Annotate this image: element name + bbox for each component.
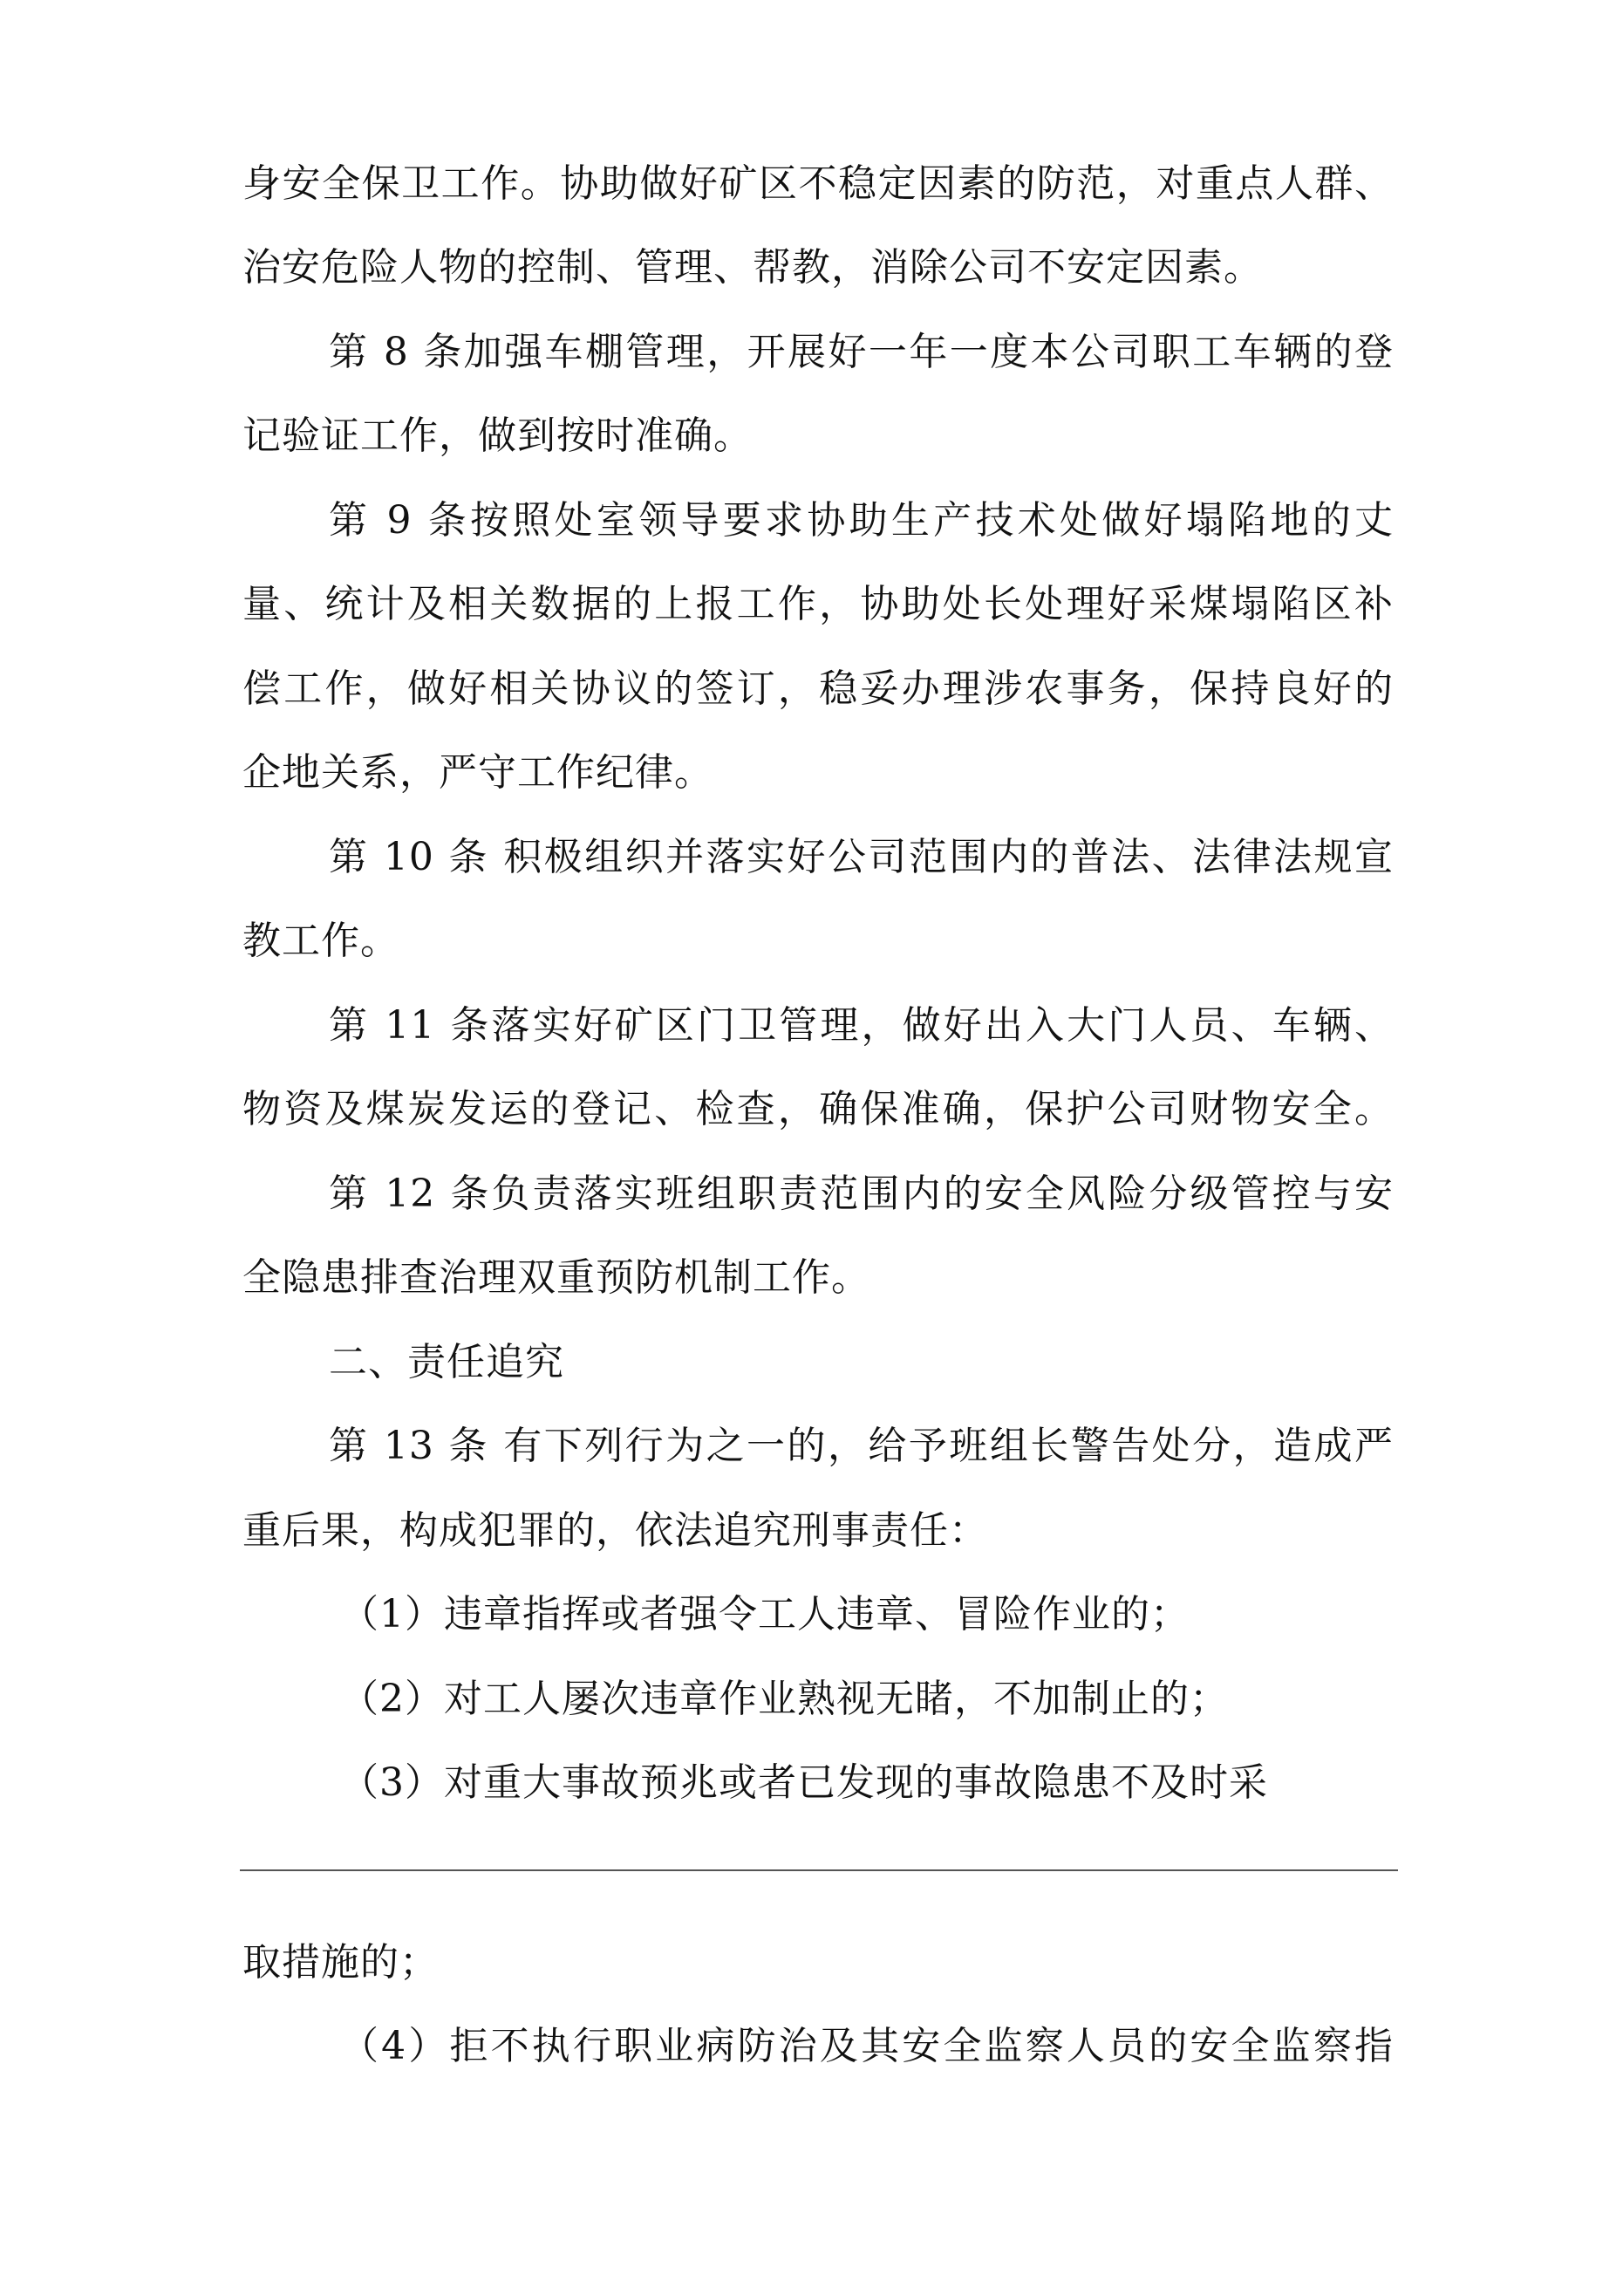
text-line: 企地关系，严守工作纪律。 xyxy=(242,750,713,795)
text-line: 治安危险人物的控制、管理、帮教，消除公司不安定因素。 xyxy=(242,245,1263,290)
text-line: 第 9 条按照处室领导要求协助生产技术处做好塌陷地的丈 xyxy=(329,498,1394,543)
text-line: 第 13 条 有下列行为之一的，给予班组长警告处分，造成严 xyxy=(329,1424,1394,1468)
text-line: 身安全保卫工作。协助做好矿区不稳定因素的防范，对重点人群、 xyxy=(242,161,1394,206)
list-item: （3）对重大事故预兆或者已发现的事故隐患不及时采 xyxy=(340,1760,1268,1805)
text-line: 取措施的； xyxy=(242,1940,439,1985)
text-line: 量、统计及相关数据的上报工作，协助处长处理好采煤塌陷区补 xyxy=(242,582,1394,626)
text-line: 教工作。 xyxy=(242,919,399,963)
list-item: （2）对工人屡次违章作业熟视无睹，不加制止的； xyxy=(340,1677,1229,1721)
text-line: 重后果，构成犯罪的，依法追究刑事责任： xyxy=(242,1508,988,1553)
page-break-divider xyxy=(240,1869,1398,1871)
text-line: 物资及煤炭发运的登记、检查，确保准确，保护公司财物安全。 xyxy=(242,1087,1394,1131)
text-line: 第 12 条负责落实班组职责范围内的安全风险分级管控与安 xyxy=(329,1172,1394,1216)
text-line: 偿工作，做好相关协议的签订，稳妥办理涉农事务，保持良好的 xyxy=(242,666,1394,711)
text-line: 第 11 条落实好矿区门卫管理，做好出入大门人员、车辆、 xyxy=(329,1003,1394,1048)
text-line: 第 8 条加强车棚管理，开展好一年一度本公司职工车辆的登 xyxy=(329,330,1394,374)
text-line: 全隐患排查治理双重预防机制工作。 xyxy=(242,1255,870,1300)
list-item: （4）拒不执行职业病防治及其安全监察人员的安全监察指 xyxy=(340,2024,1394,2068)
text-line: 记验证工作，做到按时准确。 xyxy=(242,413,753,458)
list-item: （1）违章指挥或者强令工人违章、冒险作业的； xyxy=(340,1592,1190,1637)
section-heading: 二、责任追究 xyxy=(329,1340,564,1384)
text-line: 第 10 条 积极组织并落实好公司范围内的普法、法律法规宣 xyxy=(329,835,1394,879)
